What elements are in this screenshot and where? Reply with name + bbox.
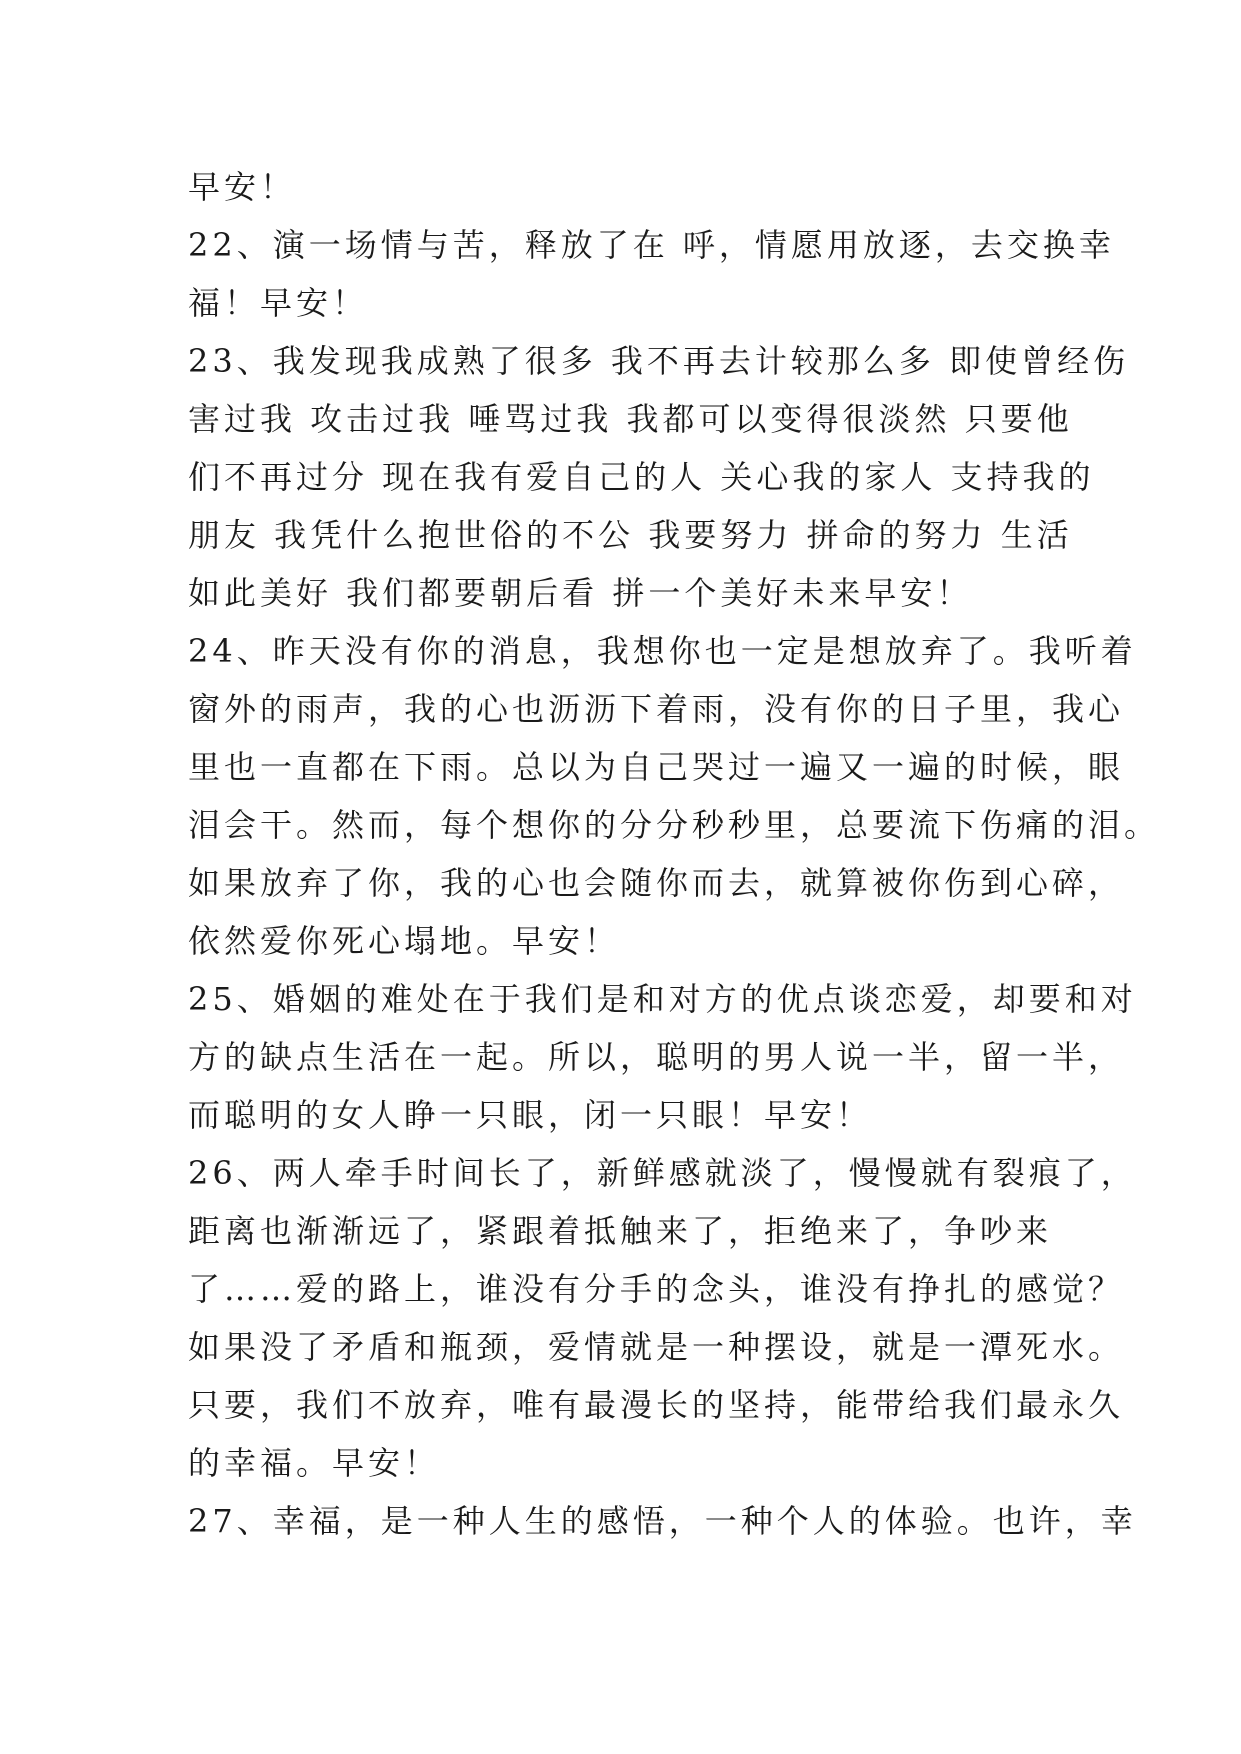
text-line: 24、昨天没有你的消息，我想你也一定是想放弃了。我听着 [188, 632, 1137, 670]
text-line: 只要，我们不放弃，唯有最漫长的坚持，能带给我们最永久 [188, 1386, 1125, 1424]
text-line: 依然爱你死心塌地。早安！ [188, 922, 621, 960]
text-line: 方的缺点生活在一起。所以，聪明的男人说一半，留一半， [188, 1038, 1125, 1076]
text-line: 们不再过分 现在我有爱自己的人 关心我的家人 支持我的 [188, 458, 1095, 496]
text-line: 如果没了矛盾和瓶颈，爱情就是一种摆设，就是一潭死水。 [188, 1328, 1125, 1366]
text-line: 了……爱的路上，谁没有分手的念头，谁没有挣扎的感觉？ [188, 1270, 1125, 1308]
text-line: 27、幸福，是一种人生的感悟，一种个人的体验。也许，幸 [188, 1502, 1137, 1540]
text-line: 朋友 我凭什么抱世俗的不公 我要努力 拼命的努力 生活 [188, 516, 1073, 554]
text-line: 窗外的雨声，我的心也沥沥下着雨，没有你的日子里，我心 [188, 690, 1125, 728]
text-line: 泪会干。然而，每个想你的分分秒秒里，总要流下伤痛的泪。 [188, 806, 1161, 844]
document-body [188, 158, 1161, 1550]
text-line: 的幸福。早安！ [188, 1444, 441, 1482]
text-line: 距离也渐渐远了，紧跟着抵触来了，拒绝来了，争吵来 [188, 1212, 1053, 1250]
text-line: 26、两人牵手时间长了，新鲜感就淡了，慢慢就有裂痕了， [188, 1154, 1137, 1192]
text-line: 而聪明的女人睁一只眼，闭一只眼！早安！ [188, 1096, 873, 1134]
text-line: 里也一直都在下雨。总以为自己哭过一遍又一遍的时候，眼 [188, 748, 1125, 786]
text-line: 早安！ [188, 168, 297, 206]
text-line: 25、婚姻的难处在于我们是和对方的优点谈恋爱，却要和对 [188, 980, 1137, 1018]
text-line: 23、我发现我成熟了很多 我不再去计较那么多 即使曾经伤 [188, 342, 1130, 380]
text-line: 如此美好 我们都要朝后看 拼一个美好未来早安！ [188, 574, 973, 612]
text-line: 害过我 攻击过我 唾骂过我 我都可以变得很淡然 只要他 [188, 400, 1073, 438]
text-line: 如果放弃了你，我的心也会随你而去，就算被你伤到心碎， [188, 864, 1125, 902]
text-line: 福！早安！ [188, 284, 369, 322]
text-line: 22、演一场情与苦，释放了在 呼，情愿用放逐，去交换幸 [188, 226, 1115, 264]
